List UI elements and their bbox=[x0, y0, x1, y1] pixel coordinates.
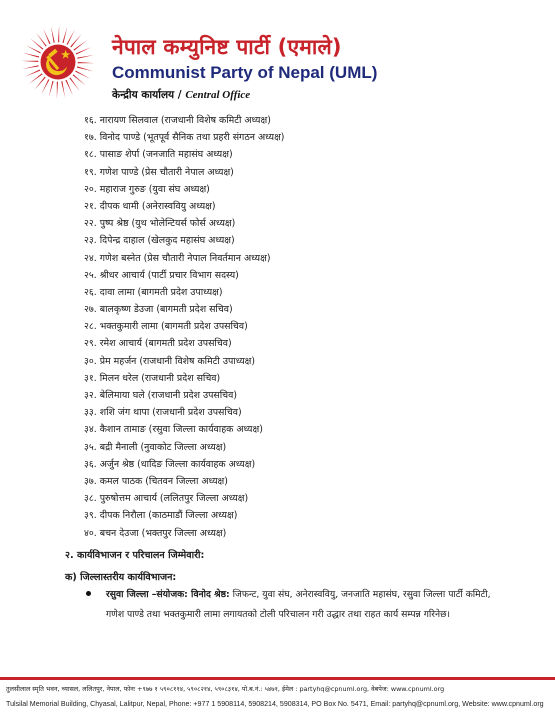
subsection-ka-heading: क) जिल्लास्तरीय कार्यविभाजन: bbox=[65, 572, 177, 583]
section-2-heading: २. कार्यविभाजन र परिचालन जिम्मेवारी: bbox=[65, 550, 205, 561]
office-nepali: केन्द्रीय कार्यालय bbox=[112, 89, 175, 101]
list-item: २१. दीपक धामी (अनेरास्ववियु अध्यक्ष) bbox=[84, 200, 216, 212]
list-item: ३०. प्रेम महर्जन (राजधानी विशेष कमिटी उपाध्यक्ष) bbox=[84, 355, 256, 367]
list-item: ३२. बेलिमाया घले (राजधानी प्रदेश उपसचिव) bbox=[84, 390, 238, 401]
list-item: ३६. अर्जुन श्रेष्ठ (धादिङ जिल्ला कार्यवाहक अध्यक्ष) bbox=[84, 458, 256, 470]
list-item: १७. विनोद पाण्डे (भूतपूर्व सैनिक तथा प्रहरी संगठन अध्यक्ष) bbox=[84, 132, 285, 144]
list-item: २६. दावा लामा (बागमती प्रदेश उपाध्यक्ष) bbox=[84, 286, 223, 298]
list-item: ३४. कैशान तामाङ (रसुवा जिल्ला कार्यवाहक अध्यक्ष) bbox=[84, 424, 263, 436]
bullet-body: जिफन्ट, युवा संघ, अनेरास्ववियु, जनजाति महासंघ, रसुवा जिल्ला पार्टी कमिटी, गणेश पाण्डे तथा भक्तकुमारी लामा लगायतको टोली परिचालन गरी उद्धार तथा राहत कार्य सम्पन्न गरिनेछ। bbox=[106, 589, 491, 620]
list-item: ३७. कमल पाठक (चितवन जिल्ला अध्यक्ष) bbox=[84, 475, 228, 487]
party-emblem-icon bbox=[20, 24, 96, 100]
office-separator: / bbox=[174, 89, 186, 101]
member-list bbox=[84, 112, 284, 542]
list-item: २७. बालकृष्ण डेउजा (बागमती प्रदेश सचिव) bbox=[84, 304, 233, 316]
org-name-nepali: नेपाल कम्युनिष्ट पार्टी (एमाले) bbox=[112, 35, 342, 59]
bullet-text bbox=[106, 585, 506, 625]
office-label bbox=[112, 88, 250, 102]
list-item: २२. पुष्प श्रेष्ठ (युथ भोलेन्टियर्स फोर्स अध्यक्ष) bbox=[84, 218, 236, 230]
letterhead bbox=[0, 0, 555, 110]
list-item: २०. महाराज गुरुङ (युवा संघ अध्यक्ष) bbox=[84, 183, 210, 195]
footer-english: Tulsilal Memorial Building, Chyasal, Lalitpur, Nepal, Phone: +977 1 5908114, 5908214, 5908314, PO Box No. 5471, Email: partyhq@cpnuml.org, Website: www.cpnuml.org bbox=[6, 700, 544, 708]
bullet-icon bbox=[86, 591, 91, 596]
list-item: २४. गणेश बस्नेत (प्रेस चौतारी नेपाल निवर्तमान अध्यक्ष) bbox=[84, 252, 271, 264]
office-english: Central Office bbox=[185, 89, 251, 101]
org-name-english: Communist Party of Nepal (UML) bbox=[112, 63, 378, 82]
footer-rule bbox=[0, 677, 555, 680]
footer-nepali: तुलसीलाल स्मृति भवन, च्यासल, ललितपुर, नेपाल, फोनः +९७७ १ ५९०८११४, ५९०८२१४, ५९०८३१४, पो.ब.नं.: ५४७१, ईमेल : partyhq@cpnuml.org, वेबपेज: www.cpnuml.org bbox=[6, 685, 445, 693]
list-item: २३. दिपेन्द्र दाहाल (खेलकुद महासंघ अध्यक्ष) bbox=[84, 235, 235, 247]
list-item: ३९. दीपक निरौला (काठमाडौं जिल्ला अध्यक्ष) bbox=[84, 510, 238, 522]
list-item: ३३. शशि जंग थापा (राजधानी प्रदेश उपसचिव) bbox=[84, 407, 242, 419]
list-item: ३५. बद्री मैनाली (नुवाकोट जिल्ला अध्यक्ष) bbox=[84, 441, 227, 453]
list-item: २९. रमेश आचार्य (बागमती प्रदेश उपसचिव) bbox=[84, 338, 232, 350]
list-item: १९. गणेश पाण्डे (प्रेस चौतारी नेपाल अध्यक्ष) bbox=[84, 166, 234, 178]
list-item: २५. श्रीधर आचार्य (पार्टी प्रचार विभाग सदस्य) bbox=[84, 269, 239, 281]
list-item: १८. पासाङ शेर्पा (जनजाति महासंघ अध्यक्ष) bbox=[84, 149, 233, 161]
list-item: ३८. पुरुषोत्तम आचार्य (ललितपुर जिल्ला अध्यक्ष) bbox=[84, 493, 249, 505]
bullet-item bbox=[86, 585, 506, 625]
list-item: १६. नारायण सिलवाल (राजधानी विशेष कमिटी अध्यक्ष) bbox=[84, 115, 271, 126]
list-item: ३१. मिलन धरेल (राजधानी प्रदेश सचिव) bbox=[84, 372, 221, 384]
bullet-lead: रसुवा जिल्ला –संयोजक: विनोद श्रेष्ठ: bbox=[106, 589, 230, 600]
list-item: ४०. बचन देउजा (भक्तपुर जिल्ला अध्यक्ष) bbox=[84, 527, 227, 539]
list-item: २८. भक्तकुमारी लामा (बागमती प्रदेश उपसचिव) bbox=[84, 321, 248, 333]
